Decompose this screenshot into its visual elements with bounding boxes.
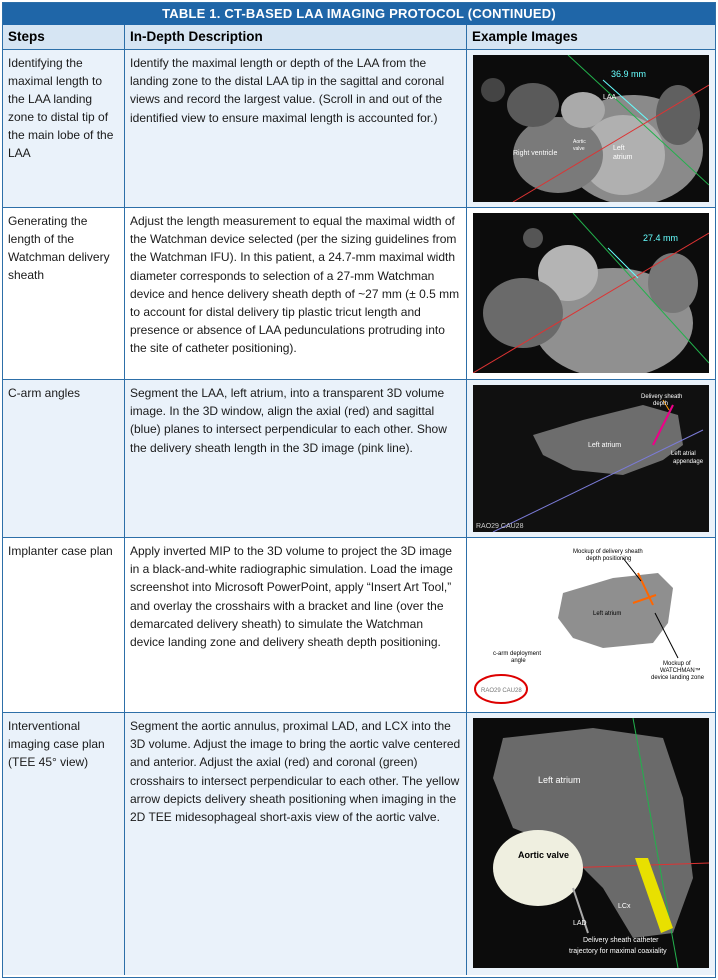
3d-volume-image — [473, 385, 709, 532]
ct-scan-image — [473, 213, 709, 373]
step-cell: Identifying the maximal length to the LAA landing zone to distal tip of the main lobe of the LAA — [3, 50, 125, 207]
example-image-cell — [467, 50, 715, 207]
angle-label: RAO29 CAU28 — [481, 688, 522, 694]
trajectory-label-2: trajectory for maximal coaxiality — [569, 948, 667, 955]
mockup-device-3: device landing zone — [651, 675, 705, 681]
ct-image-sheath-length — [473, 213, 709, 374]
table-title: TABLE 1. CT-BASED LAA IMAGING PROTOCOL (CONTINUED) — [3, 3, 715, 25]
description-cell: Identify the maximal length or depth of the LAA from the landing zone to the distal LAA tip in the sagittal and coronal views and record the largest value. (Scroll in and out of the identified view to ensure maximal length is accounted for.) — [125, 50, 467, 207]
ct-image-laa-length — [473, 55, 709, 202]
aortic-label: Aortic — [573, 139, 586, 145]
table-row — [3, 380, 715, 538]
description-cell: Adjust the length measurement to equal the maximal width of the Watchman device selected (per the sizing guidelines from the Watchman IFU). In this patient, a 24.7-mm maximal width diameter corresponds to selection of a 27-mm Watchman device and hence delivery sheath depth of ~27 mm (± 0.5 mm to account for distal delivery tip plastic tricut length and presence or absence of LAA pedunculations protruding into the site of catheter positioning). — [125, 208, 467, 379]
sheath-label-1: Delivery sheath — [641, 394, 683, 400]
rv-label: Right ventricle — [513, 150, 558, 157]
example-image-cell — [467, 380, 715, 537]
c-arm-angle-label: RAO29 CAU28 — [476, 523, 524, 530]
step-cell: Interventional imaging case plan (TEE 45° view) — [3, 713, 125, 975]
lcx-label: LCx — [618, 903, 631, 910]
sheath-label-2: depth — [653, 401, 669, 407]
table-row — [3, 50, 715, 208]
mockup-device-2: WATCHMAN™ — [660, 668, 701, 674]
radiographic-simulation-image — [473, 543, 709, 707]
laa-label-2: appendage — [673, 459, 704, 465]
la-label: Left atrium — [538, 775, 581, 785]
trajectory-label-1: Delivery sheath catheter — [583, 937, 659, 944]
carm-label-2: angle — [511, 658, 526, 664]
laa-label: LAA — [603, 94, 617, 101]
left-label: Left — [613, 145, 625, 152]
table-row — [3, 208, 715, 380]
measure-label: 27.4 mm — [643, 233, 679, 243]
mockup-device-1: Mockup of — [663, 661, 691, 667]
mockup-sheath-1: Mockup of delivery sheath — [573, 549, 643, 555]
mip-simulation-image — [473, 543, 709, 706]
header-steps: Steps — [3, 25, 125, 49]
la-label: Left atrium — [593, 611, 622, 617]
description-cell: Segment the LAA, left atrium, into a transparent 3D volume image. In the 3D window, align the axial (red) and sagittal (blue) planes to intersect perpendicular to each other. Show the delivery sheath length in the 3D image (pink line). — [125, 380, 467, 537]
3d-aortic-image — [473, 718, 709, 968]
description-cell: Apply inverted MIP to the 3D volume to project the 3D image in a black-and-white radiographic simulation. Load the image screenshot into Microsoft PowerPoint, apply “Insert Art Tool,” and overlay the crosshairs with a bracket and line (over the demarcated delivery sheath) to simulate the Watchman device landing zone and delivery sheath depth positioning. — [125, 538, 467, 712]
example-image-cell — [467, 208, 715, 379]
av-label: Aortic valve — [518, 850, 570, 860]
atrium-label: atrium — [613, 154, 633, 161]
header-row — [3, 25, 715, 50]
valve-label: valve — [573, 146, 585, 152]
step-cell: Implanter case plan — [3, 538, 125, 712]
mockup-sheath-2: depth positioning — [586, 556, 632, 562]
header-images: Example Images — [472, 29, 578, 44]
description-cell: Segment the aortic annulus, proximal LAD, and LCX into the 3D volume. Adjust the image to bring the aortic valve centered and anterior. Adjust the axial (red) and coronal (green) crosshairs to intersect perpendicular to each other. The yellow arrow depicts delivery sheath positioning when imaging in the 2D TEE midesophageal short-axis view of the aortic valve. — [125, 713, 467, 975]
header-description: In-Depth Description — [125, 25, 467, 49]
volume-render-image — [473, 385, 709, 532]
protocol-table — [2, 2, 716, 978]
tee-case-plan-image — [473, 718, 709, 970]
table-row — [3, 713, 715, 975]
measure-label: 36.9 mm — [611, 69, 647, 79]
example-image-cell — [467, 538, 715, 712]
lad-label: LAD — [573, 920, 587, 927]
carm-label-1: c-arm deployment — [493, 651, 542, 657]
step-cell: C-arm angles — [3, 380, 125, 537]
step-cell: Generating the length of the Watchman delivery sheath — [3, 208, 125, 379]
la-label: Left atrium — [588, 442, 622, 449]
ct-scan-image — [473, 55, 709, 202]
example-image-cell — [467, 713, 715, 975]
table-row — [3, 538, 715, 713]
laa-label-1: Left atrial — [671, 451, 696, 457]
